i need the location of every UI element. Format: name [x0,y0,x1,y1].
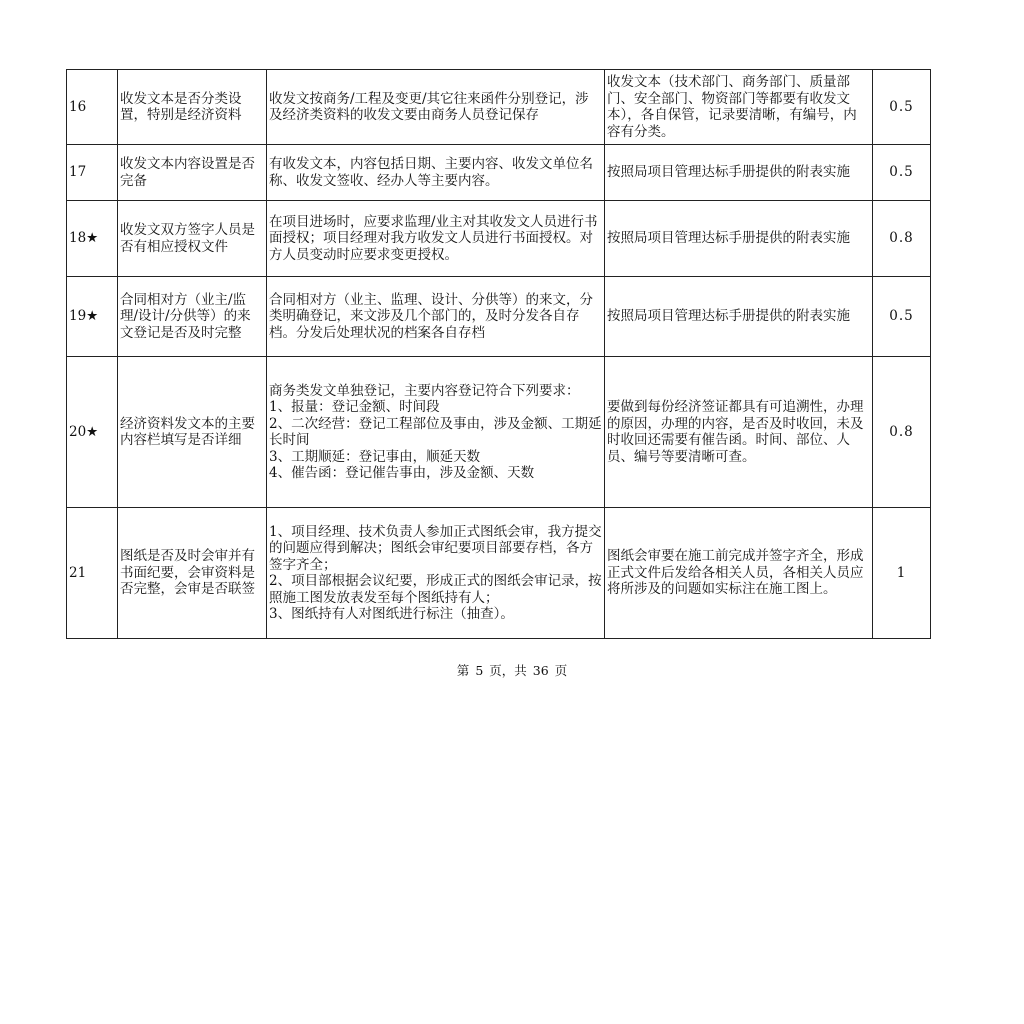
current-page-number: 5 [475,663,484,678]
score-value: 1 [873,508,931,639]
check-content: 有收发文本，内容包括日期、主要内容、收发文单位名称、收发文签收、经办人等主要内容。 [267,145,605,201]
check-content: 1、项目经理、技术负责人参加正式图纸会审，我方提交的问题应得到解决；图纸会审纪要项目部要存档，各方签字齐全； 2、项目部根据会议纪要，形成正式的图纸会审记录，按照施工图发放表发至每个图纸持有人； 3、图纸持有人对图纸进行标注（抽查）。 [267,508,605,639]
check-item: 经济资料发文本的主要内容栏填写是否详细 [118,357,267,508]
check-method: 图纸会审要在施工前完成并签字齐全，形成正式文件后发给各相关人员，各相关人员应将所涉及的问题如实标注在施工图上。 [605,508,873,639]
score-value: 0.5 [873,145,931,201]
check-item: 图纸是否及时会审并有书面纪要，会审资料是否完整，会审是否联签 [118,508,267,639]
check-item: 收发文本内容设置是否完备 [118,145,267,201]
total-page-count: 36 [532,663,549,678]
check-method: 收发文本（技术部门、商务部门、质量部门、安全部门、物资部门等都要有收发文本），各自保管，记录要清晰，有编号，内容有分类。 [605,70,873,145]
row-number: 20★ [67,357,118,508]
check-item: 收发文本是否分类设置，特别是经济资料 [118,70,267,145]
row-number: 21 [67,508,118,639]
page-footer [0,661,1024,679]
score-value: 0.5 [873,277,931,357]
check-content: 收发文按商务/工程及变更/其它往来函件分别登记，涉及经济类资料的收发文要由商务人员登记保存 [267,70,605,145]
check-item: 合同相对方（业主/监理/设计/分供等）的来文登记是否及时完整 [118,277,267,357]
table-row [67,70,931,145]
table-row [67,145,931,201]
page-footer-suffix: 页 [554,663,568,678]
page-footer-mid: 页，共 [489,663,527,678]
check-content: 商务类发文单独登记，主要内容登记符合下列要求： 1、报量：登记金额、时间段 2、二次经营：登记工程部位及事由，涉及金额、工期延长时间 3、工期顺延：登记事由，顺延天数 4、催告函：登记催告事由，涉及金额、天数 [267,357,605,508]
check-method: 要做到每份经济签证都具有可追溯性，办理的原因，办理的内容，是否及时收回，未及时收回还需要有催告函。时间、部位、人员、编号等要清晰可查。 [605,357,873,508]
score-value: 0.8 [873,201,931,277]
page-footer-prefix: 第 [456,663,470,678]
inspection-table [66,69,931,639]
table-row [67,201,931,277]
check-item: 收发文双方签字人员是否有相应授权文件 [118,201,267,277]
score-value: 0.5 [873,70,931,145]
table-row [67,508,931,639]
score-value: 0.8 [873,357,931,508]
check-content: 在项目进场时，应要求监理/业主对其收发文人员进行书面授权；项目经理对我方收发文人员进行书面授权。对方人员变动时应要求变更授权。 [267,201,605,277]
check-method: 按照局项目管理达标手册提供的附表实施 [605,277,873,357]
row-number: 19★ [67,277,118,357]
check-method: 按照局项目管理达标手册提供的附表实施 [605,201,873,277]
row-number: 16 [67,70,118,145]
check-content: 合同相对方（业主、监理、设计、分供等）的来文，分类明确登记，来文涉及几个部门的，及时分发各自存档。分发后处理状况的档案各自存档 [267,277,605,357]
row-number: 18★ [67,201,118,277]
row-number: 17 [67,145,118,201]
check-method: 按照局项目管理达标手册提供的附表实施 [605,145,873,201]
table-row [67,357,931,508]
table-row [67,277,931,357]
